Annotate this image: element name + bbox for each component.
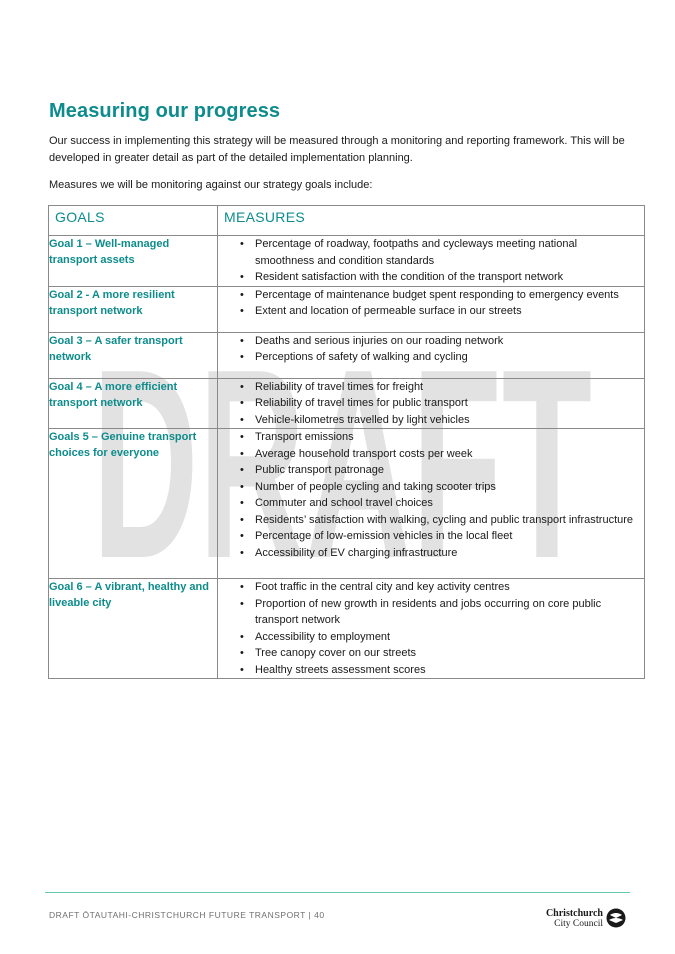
goal-cell: Goal 3 – A safer transport network: [49, 332, 218, 378]
council-logo: [540, 906, 630, 932]
measure-item: • Foot traffic in the central city and key activity centres: [218, 579, 644, 596]
measures-list: [218, 236, 644, 286]
logo-mark-icon: [606, 908, 626, 928]
measure-item: • Resident satisfaction with the condition of the transport network: [218, 269, 644, 286]
measure-item: • Accessibility of EV charging infrastructure: [218, 545, 644, 562]
measure-item: • Perceptions of safety of walking and cycling: [218, 349, 644, 366]
table-header-row: [49, 206, 645, 236]
measure-item: • Commuter and school travel choices: [218, 495, 644, 512]
measures-cell: [218, 579, 645, 679]
goal-cell: Goal 4 – A more efficient transport network: [49, 378, 218, 429]
measures-cell: [218, 378, 645, 429]
measure-item: • Proportion of new growth in residents and jobs occurring on core public transport network: [218, 596, 644, 629]
intro-paragraph: Our success in implementing this strategy will be measured through a monitoring and reporting framework. This will be developed in greater detail as part of the detailed implementation planning.: [49, 135, 625, 164]
measures-header: MEASURES: [218, 206, 645, 236]
logo-line-2: City Council: [554, 919, 603, 929]
measures-cell: [218, 236, 645, 287]
measures-list: [218, 579, 644, 678]
measure-item: • Percentage of maintenance budget spent responding to emergency events: [218, 287, 644, 304]
measure-item: • Extent and location of permeable surface in our streets: [218, 303, 644, 320]
table-row: [49, 429, 645, 579]
goal-cell: Goals 5 – Genuine transport choices for everyone: [49, 429, 218, 579]
measures-list: [218, 287, 644, 320]
measure-item: • Percentage of low-emission vehicles in the local fleet: [218, 528, 644, 545]
lead-paragraph: Measures we will be monitoring against our strategy goals include:: [49, 179, 373, 191]
measure-item: • Residents’ satisfaction with walking, cycling and public transport infrastructure: [218, 512, 644, 529]
goal-cell: Goal 1 – Well-managed transport assets: [49, 236, 218, 287]
table-row: [49, 332, 645, 378]
goals-header: GOALS: [49, 206, 218, 236]
logo-line-1: Christchurch: [545, 908, 603, 919]
watermark-text: DRAFT: [92, 322, 592, 572]
measure-item: • Deaths and serious injuries on our roading network: [218, 333, 644, 350]
measure-item: • Healthy streets assessment scores: [218, 662, 644, 679]
footer-text: DRAFT ŌTAUTAHI-CHRISTCHURCH FUTURE TRANSPORT | 40: [49, 910, 325, 920]
measures-cell: [218, 332, 645, 378]
measure-item: • Accessibility to employment: [218, 629, 644, 646]
table-body: [49, 236, 645, 679]
goal-cell: Goal 2 - A more resilient transport network: [49, 286, 218, 332]
measure-item: • Transport emissions: [218, 429, 644, 446]
measures-list: [218, 333, 644, 366]
measures-cell: [218, 286, 645, 332]
measure-item: • Percentage of roadway, footpaths and cycleways meeting national smoothness and condition standards: [218, 236, 644, 269]
goals-measures-table: [48, 205, 645, 679]
measure-item: • Tree canopy cover on our streets: [218, 645, 644, 662]
measure-item: • Average household transport costs per week: [218, 446, 644, 463]
table-row: [49, 236, 645, 287]
measures-cell: [218, 429, 645, 579]
table-row: [49, 286, 645, 332]
table-row: [49, 579, 645, 679]
goal-cell: Goal 6 – A vibrant, healthy and liveable city: [49, 579, 218, 679]
page-title: Measuring our progress: [49, 100, 281, 122]
measure-item: • Vehicle-kilometres travelled by light vehicles: [218, 412, 644, 429]
measure-item: • Public transport patronage: [218, 462, 644, 479]
measure-item: • Number of people cycling and taking scooter trips: [218, 479, 644, 496]
table-row: [49, 378, 645, 429]
measure-item: • Reliability of travel times for public transport: [218, 395, 644, 412]
footer-rule: [45, 892, 630, 893]
measure-item: • Reliability of travel times for freight: [218, 379, 644, 396]
measures-list: [218, 429, 644, 561]
measures-list: [218, 379, 644, 429]
